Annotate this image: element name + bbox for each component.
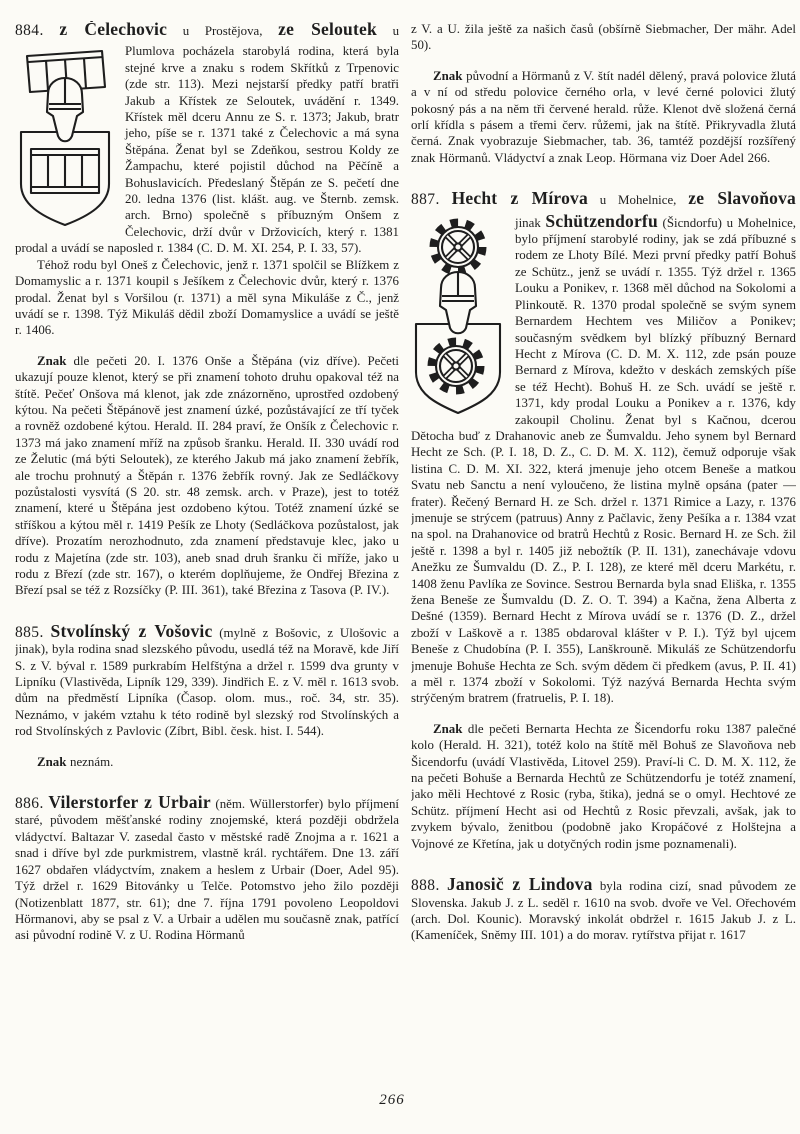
entry-887-paragraph-1 xyxy=(411,210,796,707)
entry-888 xyxy=(411,876,796,944)
right-column xyxy=(411,21,796,1103)
entry-number: 884. xyxy=(15,22,44,39)
paragraph-text: z V. a U. žila ještě za našich časů (obšírně Siebmacher, Der mähr. Adel 50). xyxy=(411,22,796,53)
family-name-2: ze Seloutek xyxy=(278,21,377,39)
entry-886 xyxy=(15,794,399,944)
family-name-alt: Schützendorfu xyxy=(545,210,658,231)
entry-884-znak-paragraph xyxy=(15,353,399,599)
znak-label: Znak xyxy=(433,721,463,736)
znak-text: dle pečeti Bernarta Hechta ze Šicendorfu roku 1387 palečné kolo (Herald. H. 321), totéž kolo na štítě měl Bohuš ze Slavoňova neb Šicendorfu (uvádí Vlastivěda, Litovel 259). Praví-li C. D. M. X. 112, že na pečeti Bohuše a Bernarda Hechtů ze Schützendorfu je totéž znamení, jako měli Hechtové z Rosic (ryba, štika), jedná se o omyl. Hechtové ze Schütz. příjmení Hecht asi od Hechtů z Rosic převzali, avšak, jak to zvykem bývalo, ženitbou (podobně jako Kropáčové z Holštejna a Vojnové ze Křetína, jak u dotyčných rodin jsme poznamenali). xyxy=(411,721,796,851)
entry-886-continuation xyxy=(411,21,796,166)
entry-887-heading xyxy=(411,190,796,208)
paragraph-text: (Šicndorfu) u Mohelnice, bylo příjmení starobylé rodiny, jak se zdá příbuzné s rodem ze Lhoty Bílé. Mezi první předky patří Bohuš ze Schütz., jenž se uvádí r. 1355. Týž držel r. 1365 Louku a Ponikev, r. 1368 měl důchod na Sokolomi a Plinkoutě. R. 1370 prodal společně se svým synem Bernardem Hechtem ves Miličov a Ponikev; současným svědkem byl blízký příbuzný Bernard Hecht z Mírova (C. D. M. X. 112, zde psán pouze Bernard z Mírova, kdežto v deskách zemských píše se též Hecht). Bohuš H. ze Sch. uvádí se ještě r. 1371, kdy prodal Louku a Ponikev a r. 1376, kdy zakoupil Cholinu. Ženat byl s Kačnou, dcerou Dětocha buď z Drahanovic aneb ze Šumvaldu. Jeho synem byl Bernard Hecht ze Sch. (P. I. 18, D. Z., C. D. M. X. 112), čemuž odporuje však listina C. D. M. XI. 322, která jmenuje jeho otcem Beneše a matkou Svatu neb Sanctu a není vyloučeno, že listina mylně opsána (pater — frater). Řečený Bernard H. ze Sch. držel r. 1371 Rimice a Lazy, r. 1376 jmenuje se strýcem (patruus) Anny z Pačlavic, ženy Pešíka a r. 1384 vzat na spol. na Drahanovice od bratrů Hechtů z Rosic. Bernard H. ze Sch. žil ještě r. 1398 a byl r. 1405 již nebožtík (P. II. 131), zanechávaje vdovu Anežku ze Šumvaldu (D. Z., P. I. 128), ze které měl dceru Markétu, r. 1408 ženu Pavlíka ze Sovince. Sestrou Bernarda byla snad Eliška, r. 1355 žena Beneše ze Šumvaldu (D. Z. O. T. 394) a Kačna, žena Alberta z Dešné (1359). Bernard Hecht z Mírova uvádí se r. 1376 (D. Z., držel zboží v Laškově a r. 1385 obdaroval klášter v P. I.). Týž byl ujcem Beneše z Chudobína (P. I. 355), Lanškrouně. Mikuláš ze Schützendorfu jmenuje Bohuše Hechta ze Sch. svým dědem či předkem (avus, P. II. 41) a měl r. 1374 zboží v Sokolomi. Týž nazývá Bernarda Hechta svým strýčeným bratrem (fratruelis, P. I. 18). xyxy=(411,215,796,706)
znak-text: původní a Hörmanů z V. štít nadél dělený, pravá polovice žlutá a v ní od středu polovice černého orla, v levé černé polovici žlutý pokosný pás a na něm tři červené herald. růže. Klenot dvě složená černá orlí křídla s pásem a třemi červ. růžemi, jak na štítě. Přikryvadla žlutá černá. Znak vyobrazuje Siebmacher, tab. 36, tamtéž pozdější rozšířený znak Hörmanů. Vládyctví a znak Leop. Hörmana viz Doer Adel 266. xyxy=(411,68,796,165)
family-name: Janosič z Lindova xyxy=(446,874,593,895)
entry-887-znak-paragraph xyxy=(411,721,796,852)
entry-884-paragraph-1 xyxy=(15,43,399,256)
entry-884-heading xyxy=(15,21,399,39)
entry-number: 885. xyxy=(15,623,44,641)
paragraph-text: Téhož rodu byl Oneš z Čelechovic, jenž r. 1371 spolčil se Blížkem z Domamyslic a r. 1371 koupil s Ješíkem z Čelechovic dvůr, který r. 1376 prodal. Ženat byl s Voršilou (r. 1371) a měl syna Mikuláše z Č., jenž uvádí se r. 1398. Týž Mikuláš dědil zboží Domamyslice a uvádí se ještě r. 1406. xyxy=(15,257,399,338)
entry-886-znak-paragraph xyxy=(411,68,796,166)
entry-number: 886. xyxy=(15,795,44,813)
family-name: Stvolínský z Vošovic xyxy=(50,620,213,641)
entry-number: 888. xyxy=(411,877,440,895)
coat-of-arms-884-illustration xyxy=(15,46,115,230)
entry-888-paragraph-1 xyxy=(411,876,796,944)
shield-helm-cogwheel-icon xyxy=(411,216,505,416)
coat-of-arms-887-illustration xyxy=(411,216,505,416)
family-name-2: ze Slavoňova xyxy=(688,188,796,209)
paragraph-text: (něm. Wüllerstorfer) bylo příjmení staré, původem měšťanské rodiny znojemské, která později obdržela vládyctví. Baltazar V. zasedal často v městské radě Znojma a r. 1621 a snad i dříve byl zde purkmistrem, vlastně král. rychtářem. Dne 13. září 1627 obdařen vládyctvím, znakem a heslem z Urbair (Doer, Adel 95). Týž držel r. 1629 Bitovánky u Telče. Potomstvo jeho žilo později (Notizenblatt 1877, str. 61); dne 7. října 1791 povoleno Leopoldovi Hörmanovi, aby se psal z V. a Urbair a udělen mu současně znak, patřící asi původní rodině V. z U. Rodina Hörmanů xyxy=(15,797,399,943)
paragraph-text: (mylně z Bošovic, z Ulošovic a jinak), byla rodina snad slezského původu, usedlá též na Moravě, kde Jiří S. z V. býval r. 1589 purkrabím Helfštýna a držel r. 1599 dva grunty v Lipníku (Vlastivěda, Lipník 129, 339). Jindřich E. z V. měl r. 1613 svob. dům na předměstí Lipníka (Časop. olom. mus., roč. 34, str. 35). Neznámo, v jakém vztahu k této rodině byl slezský rod Stvolínských a rod Stvolínských z Pavlovic (Zíbrt, Bibl. česk. hist. I. 544). xyxy=(15,625,399,739)
znak-text: dle pečeti 20. I. 1376 Onše a Štěpána (viz dříve). Pečeti ukazují pouze klenot, který se při znamení tohoto druhu opakoval též na štítě. Pečeť Onšova má klenot, jak zde znázorněno, uprostřed ozdobený kýtou. Na pečeti Štěpánově jest znamení úzké, pozůstávající ze tří tyček a rovněž ozdobené kýtou. Herald. II. 284 praví, že Onšík z Čelechovic r. 1373 má jako znamení mříž na způsob šranku. Herald. II. 330 uvádí rod ze Želutic (má býti Seloutek), ze kterého Jakub má jako znamení žebřík, ale trochu prohnutý a Štěpán r. 1376 žebřík rovný. Jak ze Sedláčkovy pozůstalosti vysvítá (S 20. str. 48 zemsk. arch. v Praze), jest to totéž znamení, které u Štěpána jest ozdobeno kýtou. Totéž znamení úzké se stříškou a kýtou měl r. 1419 Pešík ze Lhoty (Sedláčkova pozůstalost, jak dříve). Prozatím nerozhodnuto, zda znamení představuje klec, jako u rodu z Majetína (zde str. 103), aneb snad druh šranku či mříže, jako u rodu z Březí (zde str. 167), o kterém doplňujeme, že Ondřej Březina z Březí psal se též z Rozsíčky (P. III. 361), také Březina z Tasova (P. IV.). xyxy=(15,353,399,598)
shield-helm-ladder-crest-icon xyxy=(15,46,115,230)
heading-locality: u Prostějova, xyxy=(182,24,263,38)
znak-label: Znak xyxy=(433,68,463,83)
entry-884-paragraph-2 xyxy=(15,257,399,339)
paragraph-text: Plumlova pocházela starobylá rodina, která byla stejné krve a znaku s rodem Skřítků z Trpenovic (zde str. 113). Mezi nejstarší předky patří bratři Jakub a Křístek ze Seloutek, uvádění r. 1349. Křístek měl dceru Annu ze S. r. 1373; Jakub, bratr jeho, píše se r. 1371 také z Čelechovic a má syna Štěpána. Ženat byl se Zdeňkou, sestrou Koldy ze Žampachu, které pojistil důchod na Pěčíně a Bohuslavicích. Předeslaný Štěpán ze S. pečetí dne 20. ledna 1376 (list. klášt. aug. ve Šternb. zemsk. arch. Brno) společně s příbuzným Onšem z Čelechovic, drží dvůr v Držovicích, který r. 1381 prodal a uvádí se naposled r. 1384 (C. D. M. XI. 254, P. I. 33, 57). xyxy=(15,44,399,256)
family-name: Vilerstorfer z Urbair xyxy=(48,792,211,813)
entry-886-paragraph-continued xyxy=(411,21,796,54)
paragraph-lead: jinak xyxy=(515,215,541,230)
entry-884 xyxy=(15,21,399,599)
family-name: Hecht z Mírova xyxy=(451,188,588,209)
entry-886-paragraph-1 xyxy=(15,794,399,944)
heading-tail: u xyxy=(392,24,399,38)
paragraph-text: byla rodina cizí, snad původem ze Slovenska. Jakub J. z L. seděl r. 1610 na svob. dvoře ve Vel. Ořechovém (arch. Dol. Kounic). Moravský inkolát obdržel r. 1615 Jakub J. z L. (Kameníček, Sněmy III. 101) a do morav. rytířstva přijat r. 1617 xyxy=(411,879,796,943)
entry-885 xyxy=(15,620,399,770)
znak-text: neznám. xyxy=(70,754,114,769)
entry-number: 887. xyxy=(411,191,440,209)
znak-label: Znak xyxy=(37,754,67,769)
entry-885-znak-paragraph xyxy=(15,754,399,770)
page-number: 266 xyxy=(379,1092,405,1108)
entry-885-paragraph-1 xyxy=(15,620,399,740)
heading-locality: u Mohelnice, xyxy=(599,193,677,208)
znak-label: Znak xyxy=(37,353,67,368)
entry-887 xyxy=(411,190,796,852)
left-column xyxy=(15,21,399,1081)
family-name: z Čelechovic xyxy=(59,21,168,39)
